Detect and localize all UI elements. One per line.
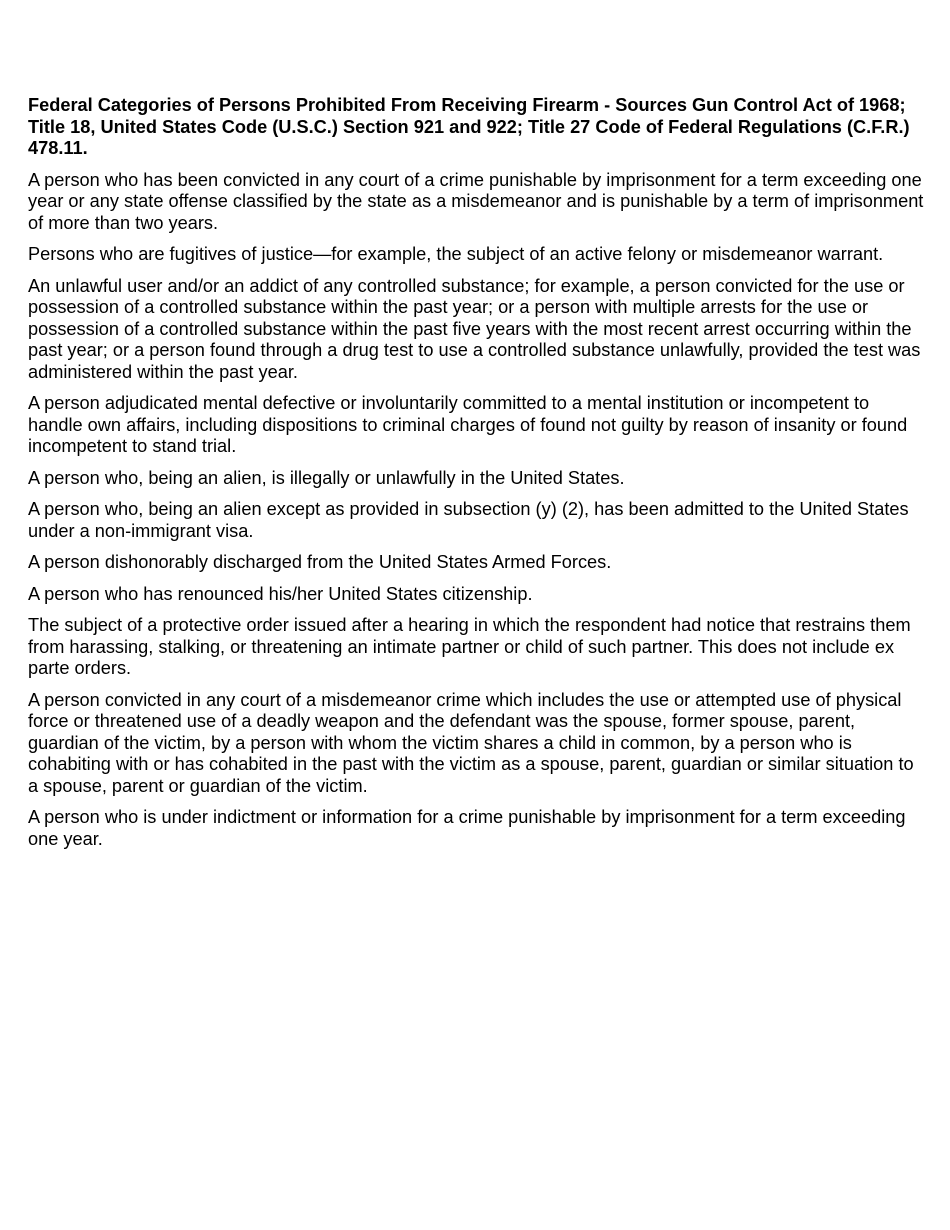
prohibited-category-protective-order: The subject of a protective order issued after a hearing in which the respondent had notice that restrains them from harassing, stalking, or threatening an intimate partner or child of such partner. This does not include ex parte orders.	[28, 615, 911, 678]
prohibited-category-felony-conviction: A person who has been convicted in any court of a crime punishable by imprisonment for a term exceeding one year or any state offense classified by the state as a misdemeanor and is punishable by a term of imprisonment of more than two years.	[28, 169, 924, 233]
document-title: Federal Categories of Persons Prohibited From Receiving Firearm - Sources Gun Control Act of 1968; Title 18, United States Code (U.S.C.) Section 921 and 922; Title 27 Code of Federal Regulations (C.F.R.) 478.11.	[28, 95, 910, 158]
prohibited-category-renounced-citizenship: A person who has renounced his/her United States citizenship.	[28, 583, 533, 604]
prohibited-category-domestic-violence-misdemeanor: A person convicted in any court of a misdemeanor crime which includes the use or attempted use of physical force or threatened use of a deadly weapon and the defendant was the spouse, former spouse, parent, guardian of the victim, by a person with whom the victim shares a child in common, by a person who is cohabiting with or has cohabited in the past with the victim as a spouse, parent, guardian or similar situation to a spouse, parent or guardian of the victim.	[28, 689, 914, 796]
prohibited-category-illegal-alien: A person who, being an alien, is illegally or unlawfully in the United States.	[28, 467, 625, 488]
prohibited-category-mental-defective: A person adjudicated mental defective or involuntarily committed to a mental institution or incompetent to handle own affairs, including dispositions to criminal charges of found not guilty by reason of insanity or found incompetent to stand trial.	[28, 393, 908, 456]
prohibited-category-under-indictment: A person who is under indictment or information for a crime punishable by imprisonment for a term exceeding one year.	[28, 807, 906, 849]
prohibited-category-controlled-substance: An unlawful user and/or an addict of any controlled substance; for example, a person convicted for the use or possession of a controlled substance within the past year; or a person with multiple arrests for the use or possession of a controlled substance within the past five years with the most recent arrest occurring within the past year; or a person found through a drug test to use a controlled substance unlawfully, provided the test was administered within the past year.	[28, 275, 921, 382]
prohibited-category-non-immigrant-visa: A person who, being an alien except as provided in subsection (y) (2), has been admitted to the United States under a non-immigrant visa.	[28, 499, 909, 541]
prohibited-category-dishonorable-discharge: A person dishonorably discharged from the United States Armed Forces.	[28, 552, 612, 572]
prohibited-category-fugitive: Persons who are fugitives of justice—for example, the subject of an active felony or misdemeanor warrant.	[28, 244, 884, 264]
document-page	[28, 95, 924, 860]
